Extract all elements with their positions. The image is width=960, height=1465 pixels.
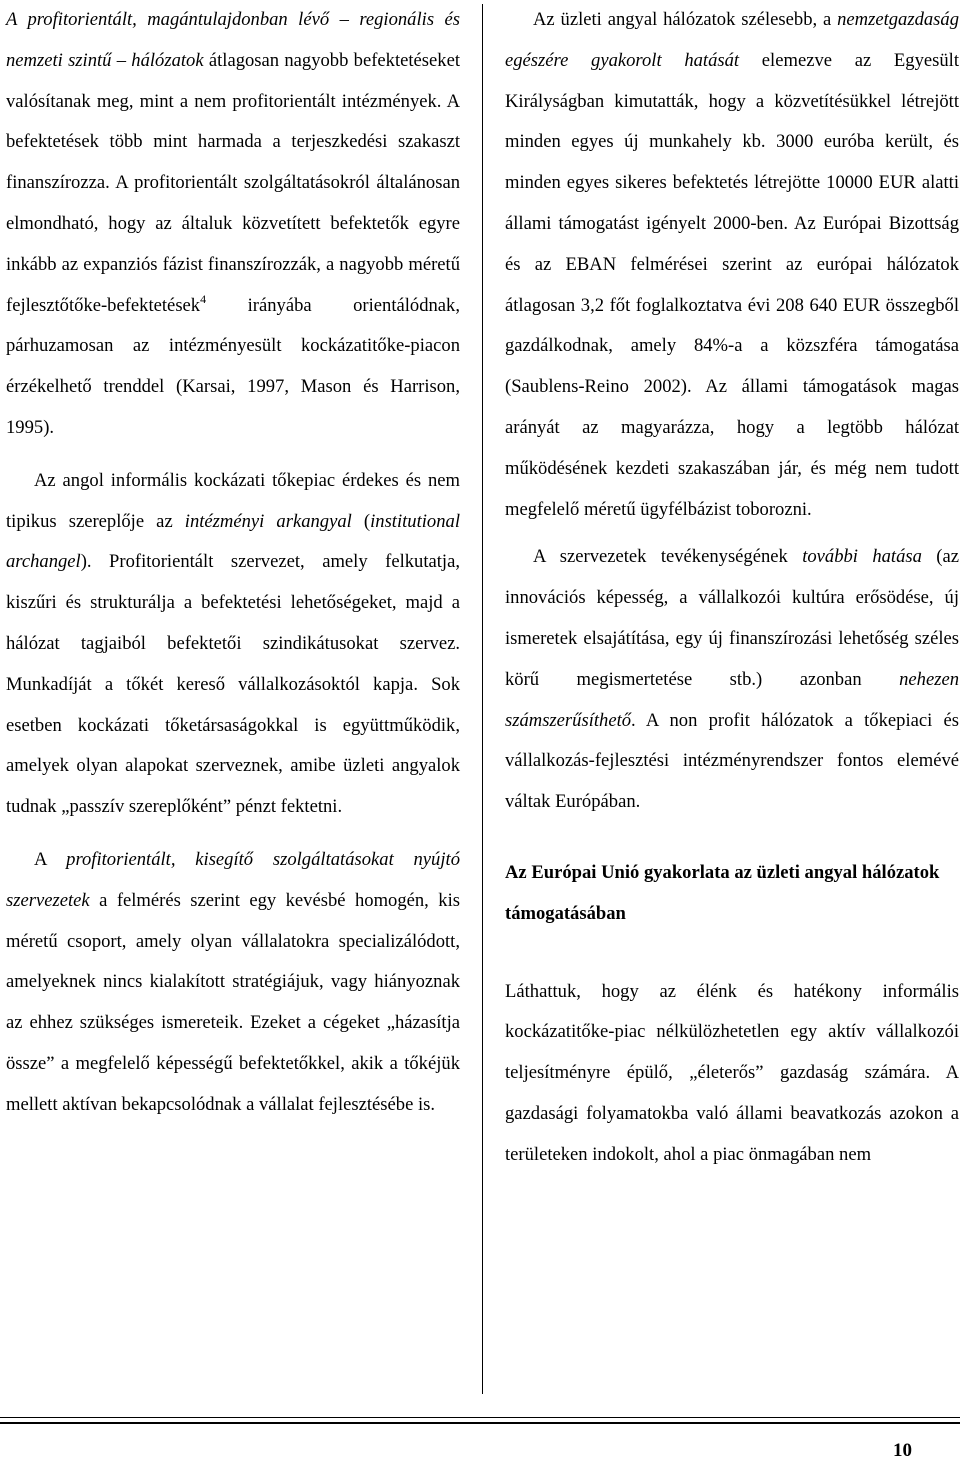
body-text: a felmérés szerint egy kevésbé homogén, kis méretű csoport, amely olyan vállalatokra specializálódott, amelyeknek nincs kialakított stratégiájuk, vagy hiányoznak az ehhez szükséges ismereteik. Ezeket a cégeket „házasítja össze” a megfelelő képességű befektetőkkel, akik a tőkéjük mellett aktívan bekapcsolódnak a vállalat fejlesztésébe is. [6, 889, 460, 1115]
body-text: A [34, 848, 67, 870]
emphasis-text: institutional archangel [6, 510, 460, 573]
body-text: ( [351, 510, 371, 532]
body-text: Az angol informális kockázati tőkepiac érdekes és nem tipikus szereplője az [6, 469, 460, 532]
body-text: Az üzleti angyal hálózatok szélesebb, a [533, 9, 838, 30]
body-text: A szervezetek tevékenységének [533, 546, 803, 568]
footer-rule-thin [0, 1417, 960, 1418]
footer-rule-thick [0, 1422, 960, 1424]
left-paragraph-profit-networks [6, 0, 460, 449]
right-paragraph-economic-impact [505, 0, 959, 530]
body-text: ). Profitorientált szervezet, amely felkutatja, kiszűri és strukturálja a befektetési lehetőségeket, majd a hálózat tagjaiból befektetői szindikátusokat szervez. Munkadíját a tőkét kereső vállalkozásoktól kapja. Sok esetben kockázati tőketársaságokkal is együttműködik, amelyek olyan alapokat szerveznek, amibe üzleti angyalok tudnak „passzív szereplőként” pénzt fektetni. [6, 551, 460, 818]
emphasis-text: nemzetgazdaság egészére gyakorolt hatását [505, 9, 959, 71]
right-paragraph-eu-practice: Láthattuk, hogy az élénk és hatékony informális kockázatitőke-piac nélkülözhetetlen egy aktív vállalkozói teljesítményre épülő, „életerős” gazdaság számára. A gazdasági folyamatokba való állami beavatkozás azokon a területeken indokolt, ahol a piac önmagában nem [505, 980, 959, 1165]
body-text: . A non profit hálózatok a tőkepiaci és vállalkozás-fejlesztési intézményrendszer fontos elemévé váltak Európában. [505, 709, 959, 813]
body-text: irányába orientálódnak, párhuzamosan az intézményesült kockázatitőke-piacon érzékelhető trenddel (Karsai, 1997, Mason és Harrison, 1995). [6, 294, 460, 438]
emphasis-text: nehezen számszerűsíthető [505, 668, 959, 731]
emphasis-text: profitorientált, kisegítő szolgáltatásokat nyújtó szervezetek [6, 848, 460, 911]
right-paragraph-further-impact [505, 537, 959, 823]
left-column [6, 0, 460, 1126]
section-heading: Az Európai Unió gyakorlata az üzleti angyal hálózatok támogatásában [505, 861, 940, 924]
page-number: 10 [893, 1440, 912, 1461]
footnote-marker: 4 [200, 291, 207, 306]
body-text: elemezve az Egyesült Királyságban kimutatták, hogy a közvetítésükkel létrejött minden egyes új munkahely kb. 3000 euróba került, és minden egyes sikeres befektetés létrejötte 10000 EUR alatti állami támogatást igényelt 2000-ben. Az Európai Bizottság és az EBAN felmérései szerint az európai hálózatok átlagosan 3,2 főt foglalkoztatva évi 208 640 EUR összegből gazdálkodnak, amely 84%-a a közszféra támogatása (Saublens-Reino 2002). Az állami támogatások magas arányát az magyarázza, hogy a legtöbb hálózat működésének kezdeti szakaszában jár, és még nem tudott megfelelő méretű ügyfélbázist toborozni. [505, 49, 960, 520]
body-text: (az innovációs képesség, a vállalkozói kultúra erősödése, új ismeretek elsajátítása, egy új finanszírozási lehetőség széles körű megismertetése stb.) azonban [505, 546, 959, 690]
body-text: átlagosan nagyobb befektetéseket valósítanak meg, mint a nem profitorientált intézmények. A befektetések több mint harmada a terjeszkedési szakaszt finanszírozza. A profitorientált szolgáltatásokról általánosan elmondható, hogy az általuk közvetített befektetők egyre inkább az expanziós fázist finanszírozzák, a nagyobb méretű fejlesztőtőke-befektetések [6, 49, 460, 316]
right-column [505, 0, 959, 1176]
left-paragraph-support-services [6, 840, 460, 1126]
emphasis-text: további hatása [802, 546, 922, 568]
emphasis-text: hálózatok [131, 49, 204, 71]
column-divider [482, 4, 483, 1394]
emphasis-text: A profitorientált, magántulajdonban lévő – regionális és nemzeti szintű – [6, 9, 460, 71]
left-paragraph-archangel [6, 461, 460, 828]
emphasis-text: intézményi arkangyal [184, 510, 352, 532]
